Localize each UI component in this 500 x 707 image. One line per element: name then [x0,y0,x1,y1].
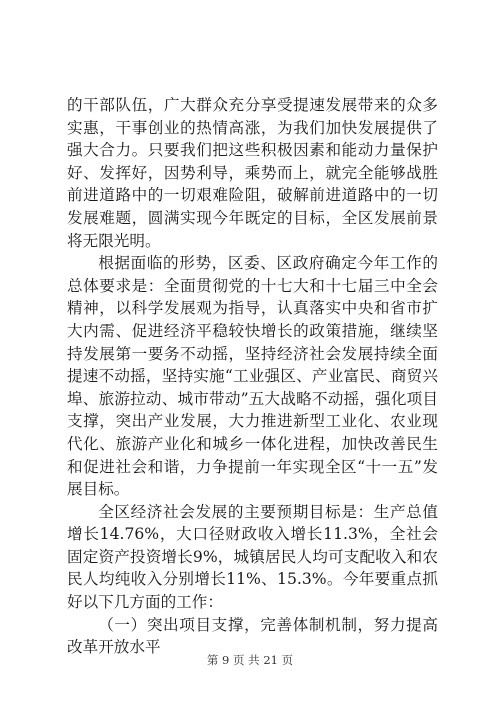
paragraph-continuation: 的干部队伍，广大群众充分享受提速发展带来的众多实惠，干事创业的热情高涨，为我们加快发展提供了强大合力。只要我们把这些积极因素和能动力量保护好、发挥好，因势利导，乘势而上，就完全能够战胜前进道路中的一切艰难险阻，破解前进道路中的一切发展难题，圆满实现今年既定的目标，全区发展前景将无限光明。 [67,96,438,250]
section-heading-one: （一）突出项目支撑，完善体制机制，努力提高改革开放水平 [67,615,438,657]
page-footer: 第 9 页 共 21 页 [206,653,294,667]
paragraph-expected-targets: 全区经济社会发展的主要预期目标是：生产总值增长14.76%，大口径财政收入增长11.3%，全社会固定资产投资增长9%，城镇居民人均可支配收入和农民人均纯收入分别增长11%、15.3%。今年要重点抓好以下几方面的工作： [67,502,438,612]
paragraph-general-requirements: 根据面临的形势，区委、区政府确定今年工作的总体要求是：全面贯彻党的十七大和十七届三中全会精神，以科学发展观为指导，认真落实中央和省市扩大内需、促进经济平稳较快增长的政策措施，继续坚持发展第一要务不动摇，坚持经济社会发展持续全面提速不动摇，坚持实施“工业强区、产业富民、商贸兴埠、旅游拉动、城市带动”五大战略不动摇，强化项目支撑，突出产业发展，大力推进新型工业化、农业现代化、旅游产业化和城乡一体化进程，加快改善民生和促进社会和谐，力争提前一年实现全区“十一五”发展目标。 [67,254,438,499]
document-body [67,94,438,659]
